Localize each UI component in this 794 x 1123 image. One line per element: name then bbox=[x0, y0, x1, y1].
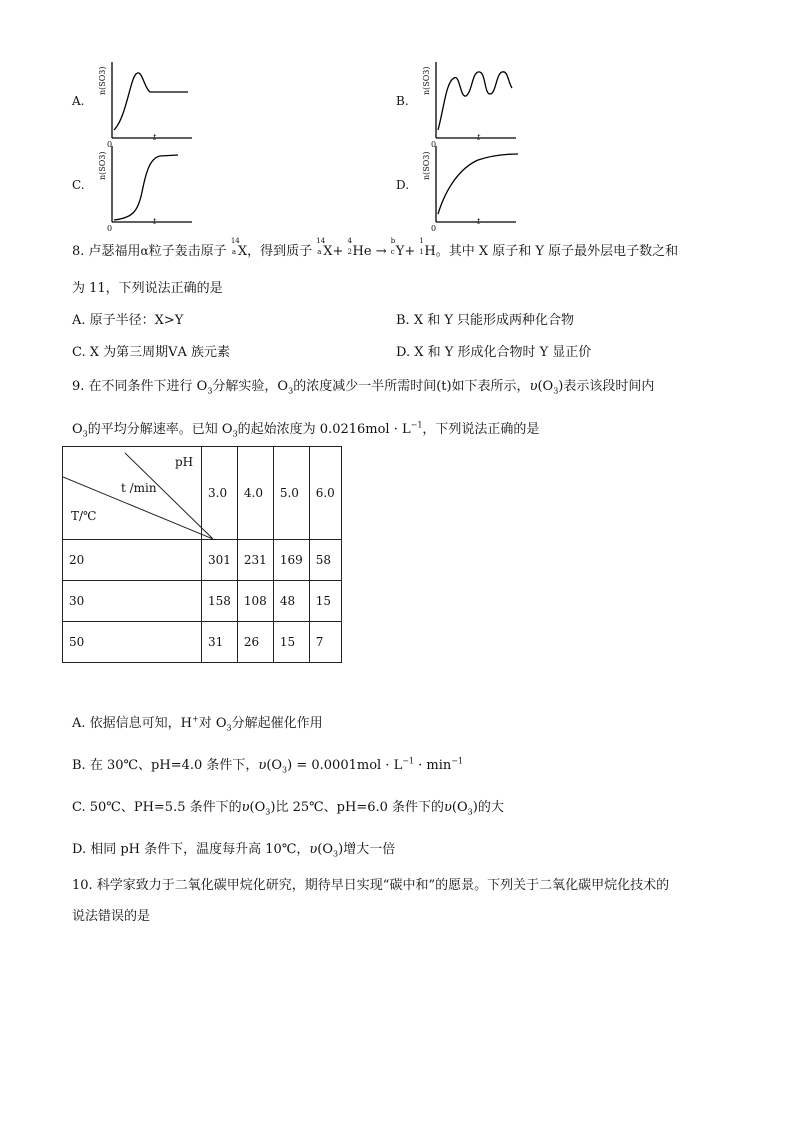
graph-c-xlabel: t bbox=[153, 217, 157, 226]
graph-d bbox=[420, 142, 520, 232]
value-cell: 58 bbox=[309, 540, 341, 581]
curve-a bbox=[114, 73, 188, 130]
q9-stem-line2: $O_3$的平均分解速率。已知 $O_3$的起始浓度为 $0.0216mol \cdot L^{-1}$，下列说法正确的是 bbox=[72, 420, 540, 439]
value-cell: 31 bbox=[202, 622, 238, 663]
table-row bbox=[63, 622, 342, 663]
header-ph: pH bbox=[175, 455, 194, 469]
option-c-label: C. bbox=[72, 178, 85, 192]
ph-cell: 5.0 bbox=[273, 447, 309, 540]
value-cell: 108 bbox=[237, 581, 273, 622]
ph-cell: 4.0 bbox=[237, 447, 273, 540]
value-cell: 231 bbox=[237, 540, 273, 581]
option-d-label: D. bbox=[396, 178, 410, 192]
graph-d-origin: 0 bbox=[431, 224, 437, 233]
q8-option-b: B. X 和 Y 只能形成两种化合物 bbox=[396, 313, 575, 328]
graph-c-origin: 0 bbox=[107, 224, 113, 233]
q9-option-b: B. 在 30℃、pH=4.0 条件下，$\upsilon(O_3) = 0.0001mol \cdot L^{-1} \cdot \min^{-1}$ bbox=[72, 756, 464, 775]
graph-b-origin: 0 bbox=[431, 140, 437, 149]
header-t: t /min bbox=[121, 481, 157, 495]
q9-option-a: A. 依据信息可知，H+对 $O_3$分解起催化作用 bbox=[72, 714, 323, 733]
q10-stem-line1: 10. 科学家致力于二氧化碳甲烷化研究，期待早日实现“碳中和”的愿景。下列关于二氧化碳甲烷化技术的 bbox=[72, 878, 670, 893]
value-cell: 48 bbox=[273, 581, 309, 622]
curve-c bbox=[114, 155, 178, 220]
data-table bbox=[62, 446, 342, 663]
header-temp: T/℃ bbox=[71, 509, 97, 523]
graph-a-origin: 0 bbox=[107, 140, 113, 149]
value-cell: 7 bbox=[309, 622, 341, 663]
q9-stem-line1: 9. 在不同条件下进行 $O_3$分解实验，$O_3$的浓度减少一半所需时间(t)如下表所示，$\upsilon(O_3)$表示该段时间内 bbox=[72, 379, 655, 396]
value-cell: 15 bbox=[309, 581, 341, 622]
graph-c bbox=[96, 142, 196, 232]
graph-d-xlabel: t bbox=[477, 217, 481, 226]
temp-cell: 50 bbox=[63, 622, 202, 663]
graph-a-ylabel: n(SO3) bbox=[98, 66, 107, 95]
q8-stem-line2: 为 11，下列说法正确的是 bbox=[72, 281, 223, 296]
temp-cell: 20 bbox=[63, 540, 202, 581]
graph-c-ylabel: n(SO3) bbox=[98, 151, 107, 180]
graph-d-ylabel: n(SO3) bbox=[422, 151, 431, 180]
option-a-label: A. bbox=[72, 94, 85, 108]
q8-option-a: A. 原子半径：X>Y bbox=[72, 313, 184, 328]
q8-stem-line1: 8. 卢瑟福用α粒子轰击原子 14 a X，得到质子 14 a X+ 4 2 He → b c Y+ 1 1 H。其中 X 原子和 Y 原子最外层电子数之和 bbox=[72, 236, 679, 259]
temp-cell: 30 bbox=[63, 581, 202, 622]
value-cell: 301 bbox=[202, 540, 238, 581]
ph-cell: 3.0 bbox=[202, 447, 238, 540]
value-cell: 15 bbox=[273, 622, 309, 663]
option-b-label: B. bbox=[396, 94, 409, 108]
graph-b-xlabel: t bbox=[477, 133, 481, 142]
ph-cell: 6.0 bbox=[309, 447, 341, 540]
q8-option-c: C. X 为第三周期ⅤA 族元素 bbox=[72, 345, 231, 360]
table-row bbox=[63, 540, 342, 581]
value-cell: 158 bbox=[202, 581, 238, 622]
q9-option-c: C. 50℃、PH=5.5 条件下的$\upsilon(O_3)$比 25℃、pH=6.0 条件下的$\upsilon(O_3)$的大 bbox=[72, 800, 504, 817]
value-cell: 26 bbox=[237, 622, 273, 663]
graph-a bbox=[96, 58, 196, 148]
q8-option-d: D. X 和 Y 形成化合物时 Y 显正价 bbox=[396, 345, 592, 360]
value-cell: 169 bbox=[273, 540, 309, 581]
table-diagonal-header bbox=[63, 447, 202, 540]
graph-a-xlabel: t bbox=[153, 133, 157, 142]
curve-d bbox=[438, 154, 518, 214]
q10-stem-line2: 说法错误的是 bbox=[72, 909, 151, 924]
graph-b-ylabel: n(SO3) bbox=[422, 66, 431, 95]
table-row bbox=[63, 581, 342, 622]
graph-b bbox=[420, 58, 520, 148]
curve-b bbox=[438, 72, 512, 130]
q9-option-d: D. 相同 pH 条件下，温度每升高 10℃，$\upsilon(O_3)$增大一倍 bbox=[72, 842, 396, 859]
